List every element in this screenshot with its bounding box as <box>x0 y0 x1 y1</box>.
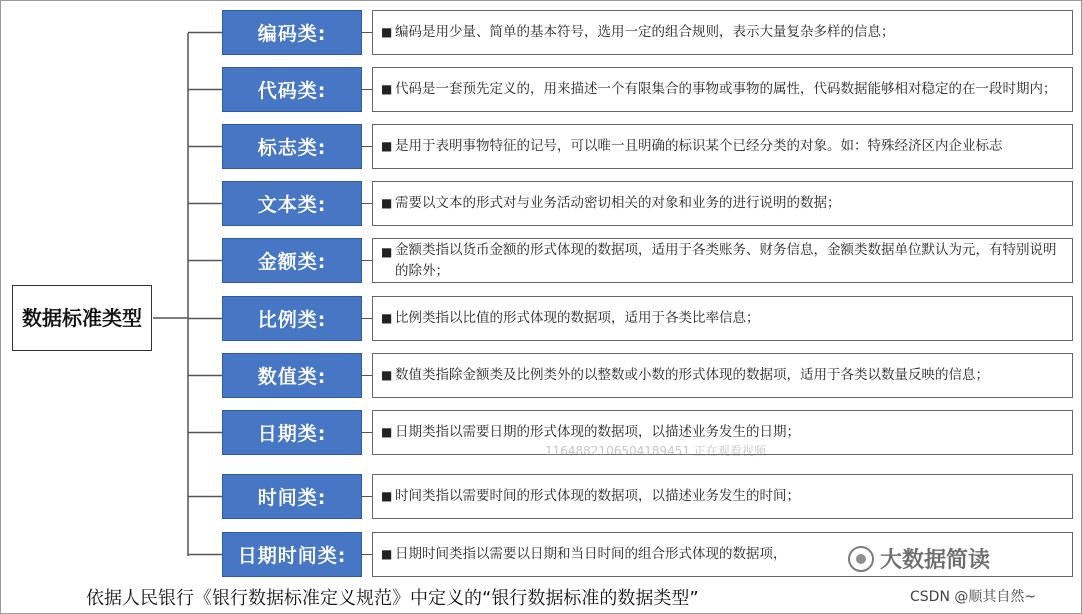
caption: 依据人民银行《银行数据标准定义规范》中定义的“银行数据标准的数据类型” <box>86 588 699 609</box>
root-node <box>12 285 152 351</box>
description-text: 需要以文本的形式对与业务活动密切相关的对象和业务的进行说明的数据； <box>395 195 841 211</box>
category-box: 日期时间类: <box>222 532 362 577</box>
bullet-icon: ■ <box>381 139 393 153</box>
bullet-icon: ■ <box>381 489 393 503</box>
description-text: 时间类指以需要时间的形式体现的数据项，以描述业务发生的时间； <box>395 488 800 504</box>
category-description <box>372 67 1073 112</box>
bullet-icon: ■ <box>381 547 393 561</box>
center-watermark: 1164882106504189451 正在观看视频 <box>545 444 766 458</box>
category-box: 文本类: <box>222 181 362 226</box>
category-description <box>372 353 1073 398</box>
bullet-icon: ■ <box>381 82 393 96</box>
bullet-icon: ■ <box>381 311 393 325</box>
description-text: 金额类指以货币金额的形式体现的数据项，适用于各类账务、财务信息，金额类数据单位默认为元，有特别说明的除外； <box>395 241 1057 279</box>
csdn-watermark: CSDN @顺其自然~ <box>910 589 1037 605</box>
category-description <box>372 238 1073 283</box>
category-box: 日期类: <box>222 410 362 455</box>
description-text: 日期类指以需要日期的形式体现的数据项，以描述业务发生的日期； <box>395 424 800 440</box>
bullet-icon: ■ <box>381 25 393 39</box>
category-box: 标志类: <box>222 124 362 169</box>
root-label: 数据标准类型 <box>22 306 142 330</box>
bullet-icon: ■ <box>381 196 393 210</box>
description-text: 编码是用少量、简单的基本符号，选用一定的组合规则，表示大量复杂多样的信息； <box>395 24 895 40</box>
category-box: 代码类: <box>222 67 362 112</box>
category-box: 数值类: <box>222 353 362 398</box>
category-box: 金额类: <box>222 238 362 283</box>
category-box: 比例类: <box>222 296 362 341</box>
description-text: 数值类指除金额类及比例类外的以整数或小数的形式体现的数据项，适用于各类以数量反映的信息； <box>395 367 989 383</box>
bullet-icon: ■ <box>381 425 393 439</box>
brand-watermark <box>848 543 990 574</box>
category-description <box>372 474 1073 519</box>
description-text: 是用于表明事物特征的记号，可以唯一且明确的标识某个已经分类的对象。如：特殊经济区内企业标志 <box>395 138 1003 154</box>
category-box: 时间类: <box>222 474 362 519</box>
category-description <box>372 124 1073 169</box>
description-text: 日期时间类指以需要以日期和当日时间的组合形式体现的数据项， <box>395 546 787 562</box>
category-description <box>372 10 1073 55</box>
brand-watermark-label: 大数据简读 <box>880 548 991 573</box>
category-box: 编码类: <box>222 10 362 55</box>
category-description <box>372 296 1073 341</box>
bullet-icon: ■ <box>381 245 393 259</box>
bullet-icon: ■ <box>381 368 393 382</box>
description-text: 代码是一套预先定义的，用来描述一个有限集合的事物或事物的属性，代码数据能够相对稳定的在一段时期内； <box>395 81 1057 97</box>
category-description <box>372 181 1073 226</box>
wechat-logo-icon <box>848 546 874 572</box>
description-text: 比例类指以比值的形式体现的数据项，适用于各类比率信息； <box>395 310 760 326</box>
